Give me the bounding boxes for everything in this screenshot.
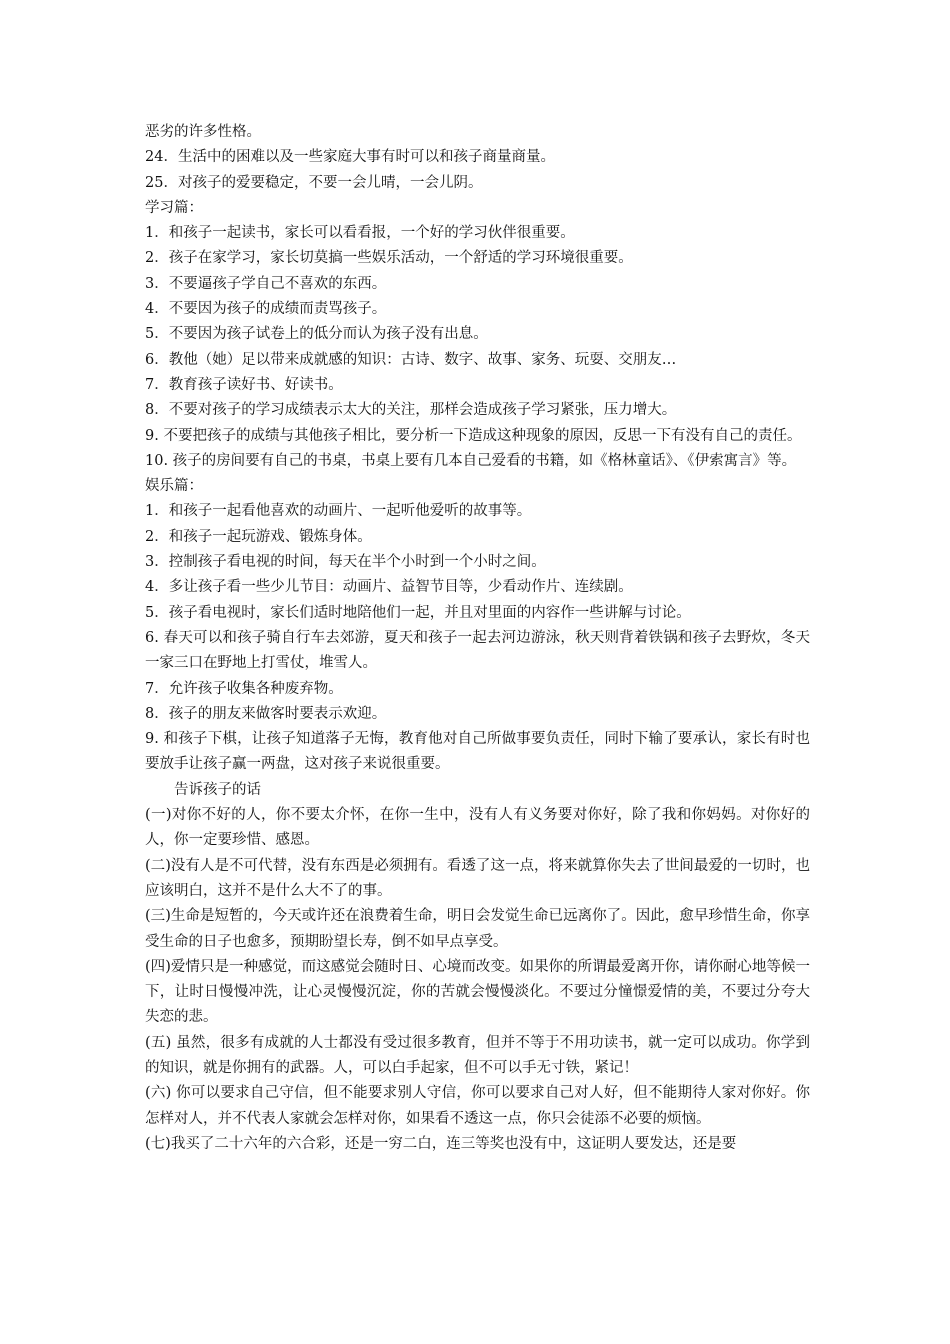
study-item-1: 1．和孩子一起读书，家长可以看看报，一个好的学习伙伴很重要。: [145, 225, 575, 242]
talk-item-2: (二)没有人是不可代替，没有东西是必须拥有。看透了这一点，将来就算你失去了世间最爱的一切时，也应该明白，这并不是什么大不了的事。: [145, 857, 810, 899]
study-item-9: 9. 不要把孩子的成绩与其他孩子相比，要分析一下造成这种现象的原因，反思一下有没有自己的责任。: [145, 427, 802, 444]
study-item-6: 6．教他（她）足以带来成就感的知识：古诗、数字、故事、家务、玩耍、交朋友…: [145, 351, 677, 368]
study-item-2: 2．孩子在家学习，家长切莫搞一些娱乐活动，一个舒适的学习环境很重要。: [145, 250, 633, 267]
family-item-24: 24．生活中的困难以及一些家庭大事有时可以和孩子商量商量。: [145, 149, 555, 166]
fun-item-4: 4．多让孩子看一些少儿节目：动画片、益智节目等，少看动作片、连续剧。: [145, 579, 633, 596]
fun-item-5: 5．孩子看电视时，家长们适时地陪他们一起，并且对里面的内容作一些讲解与讨论。: [145, 604, 691, 621]
fun-heading: 娱乐篇：: [145, 478, 203, 495]
talk-item-1: (一)对你不好的人，你不要太介怀，在你一生中，没有人有义务要对你好，除了我和你妈妈。对你好的人，你一定要珍惜、感恩。: [145, 807, 810, 849]
family-item-25: 25．对孩子的爱要稳定，不要一会儿晴，一会儿阴。: [145, 174, 483, 191]
intro-line: 恶劣的许多性格。: [145, 124, 261, 140]
talk-heading: 告诉孩子的话: [174, 781, 261, 798]
fun-item-2: 2．和孩子一起玩游戏、锻炼身体。: [145, 528, 372, 545]
talk-item-4: (四)爱情只是一种感觉，而这感觉会随时日、心境而改变。如果你的所谓最爱离开你，请你耐心地等候一下，让时日慢慢冲洗，让心灵慢慢沉淀，你的苦就会慢慢淡化。不要过分憧憬爱情的美，不要过分夸大失恋的悲。: [145, 958, 810, 1026]
study-item-7: 7．教育孩子读好书、好读书。: [145, 376, 343, 393]
fun-item-7: 7．允许孩子收集各种废弃物。: [145, 680, 343, 697]
fun-item-8: 8．孩子的朋友来做客时要表示欢迎。: [145, 705, 387, 722]
talk-item-7: (七)我买了二十六年的六合彩，还是一穷二白，连三等奖也没有中，这证明人要发达，还是要: [145, 1135, 737, 1152]
fun-item-1: 1．和孩子一起看他喜欢的动画片、一起听他爱听的故事等。: [145, 503, 532, 520]
study-item-8: 8．不要对孩子的学习成绩表示太大的关注，那样会造成孩子学习紧张，压力增大。: [145, 402, 677, 419]
study-item-4: 4．不要因为孩子的成绩而责骂孩子。: [145, 301, 387, 318]
study-item-5: 5．不要因为孩子试卷上的低分而认为孩子没有出息。: [145, 326, 488, 343]
fun-item-3: 3．控制孩子看电视的时间，每天在半个小时到一个小时之间。: [145, 554, 546, 571]
document-page: [145, 120, 810, 1157]
study-item-3: 3．不要逼孩子学自己不喜欢的东西。: [145, 275, 387, 292]
talk-item-5: (五) 虽然，很多有成就的人士都没有受过很多教育，但并不等于不用功读书，就一定可以成功。你学到的知识，就是你拥有的武器。人，可以白手起家，但不可以手无寸铁，紧记！: [145, 1034, 810, 1076]
study-heading: 学习篇：: [145, 199, 203, 216]
fun-item-6: 6. 春天可以和孩子骑自行车去郊游，夏天和孩子一起去河边游泳，秋天则背着铁锅和孩子去野炊，冬天一家三口在野地上打雪仗，堆雪人。: [145, 629, 810, 672]
study-item-10: 10. 孩子的房间要有自己的书桌，书桌上要有几本自己爱看的书籍，如《格林童话》、《伊索寓言》等。: [145, 452, 797, 469]
fun-item-9: 9. 和孩子下棋，让孩子知道落子无悔，教育他对自己所做事要负责任，同时下输了要承认，家长有时也要放手让孩子赢一两盘，这对孩子来说很重要。: [145, 731, 810, 773]
talk-item-6: (六) 你可以要求自己守信，但不能要求别人守信，你可以要求自己对人好，但不能期待人家对你好。你怎样对人，并不代表人家就会怎样对你，如果看不透这一点，你只会徒添不必要的烦恼。: [145, 1085, 810, 1127]
talk-item-3: (三)生命是短暂的，今天或许还在浪费着生命，明日会发觉生命已远离你了。因此，愈早珍惜生命，你享受生命的日子也愈多，预期盼望长寿，倒不如早点享受。: [145, 908, 810, 950]
